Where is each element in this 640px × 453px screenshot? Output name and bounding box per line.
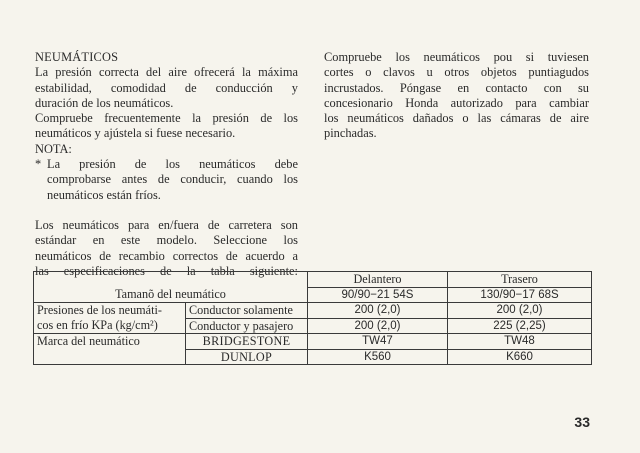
row-label-size: Tamanõ del neumático	[34, 287, 308, 303]
note-label: NOTA:	[35, 141, 72, 156]
column-header-front: Delantero	[308, 272, 448, 288]
text-line: concesionario Honda autorizado para cambiar	[324, 95, 589, 110]
text-line: los neumáticos dañados o las cámaras de aire	[324, 111, 589, 126]
table-cell	[34, 349, 186, 365]
row-label-pressure: Presiones de los neumáti-	[34, 303, 186, 319]
text-line: las especificaciones de la tabla siguiente:	[35, 263, 298, 278]
text-line: Compruebe frecuentemente la presión de los	[35, 111, 298, 126]
brand-name: BRIDGESTONE	[186, 334, 308, 350]
table-cell: TW47	[308, 334, 448, 350]
right-column	[324, 50, 589, 142]
tire-spec-table	[33, 271, 592, 365]
brand-name: DUNLOP	[186, 349, 308, 365]
column-header-rear: Trasero	[448, 272, 592, 288]
row-label-pressure-cont: cos en frío KPa (kg/cm²)	[34, 318, 186, 334]
left-column	[35, 50, 298, 279]
table-row	[34, 349, 592, 365]
text-line: comprobarse antes de conducir, cuando los	[47, 172, 298, 187]
text-line: neumáticos y ajústela si fuese necesario.	[35, 126, 236, 141]
table-row	[34, 318, 592, 334]
table-row	[34, 272, 592, 288]
text-line: duración de los neumáticos.	[35, 95, 174, 110]
note-bullet	[35, 157, 298, 203]
text-line: neumáticos de recambio correctos de acuerdo a	[35, 248, 298, 263]
table-cell: TW48	[448, 334, 592, 350]
text-line: estándar en este modelo. Seleccione los	[35, 233, 298, 248]
table-cell: 200 (2,0)	[448, 303, 592, 319]
asterisk-icon: *	[35, 157, 42, 172]
page-number: 33	[574, 414, 590, 430]
table-cell	[34, 272, 308, 288]
text-line: neumáticos están fríos.	[47, 187, 161, 202]
text-line: cortes o clavos u otros objetos puntiagudos	[324, 65, 589, 80]
text-line: Los neumáticos para en/fuera de carretera son	[35, 217, 298, 232]
table-cell: 225 (2,25)	[448, 318, 592, 334]
table-cell: K560	[308, 349, 448, 365]
text-line: incrustados. Póngase en contacto con su	[324, 80, 589, 95]
text-line: La presión correcta del aire ofrecerá la máxima	[35, 65, 298, 80]
table-cell: 90/90−21 54S	[308, 287, 448, 303]
text-line: pinchadas.	[324, 126, 377, 141]
table-cell: 200 (2,0)	[308, 303, 448, 319]
text-line: Compruebe los neumáticos pou si tuviesen	[324, 50, 589, 64]
text-line: estabilidad, comodidad de conducción y	[35, 80, 298, 95]
table-cell: 130/90−17 68S	[448, 287, 592, 303]
table-row	[34, 334, 592, 350]
paragraph-gap	[35, 203, 298, 218]
table-row	[34, 287, 592, 303]
row-label-driver-only: Conductor solamente	[186, 303, 308, 319]
table-cell: 200 (2,0)	[308, 318, 448, 334]
row-label-driver-passenger: Conductor y pasajero	[186, 318, 308, 334]
section-heading: NEUMÁTICOS	[35, 50, 119, 64]
row-label-brand: Marca del neumático	[34, 334, 186, 350]
text-line: La presión de los neumáticos debe	[47, 157, 298, 172]
table-row	[34, 303, 592, 319]
table-cell: K660	[448, 349, 592, 365]
